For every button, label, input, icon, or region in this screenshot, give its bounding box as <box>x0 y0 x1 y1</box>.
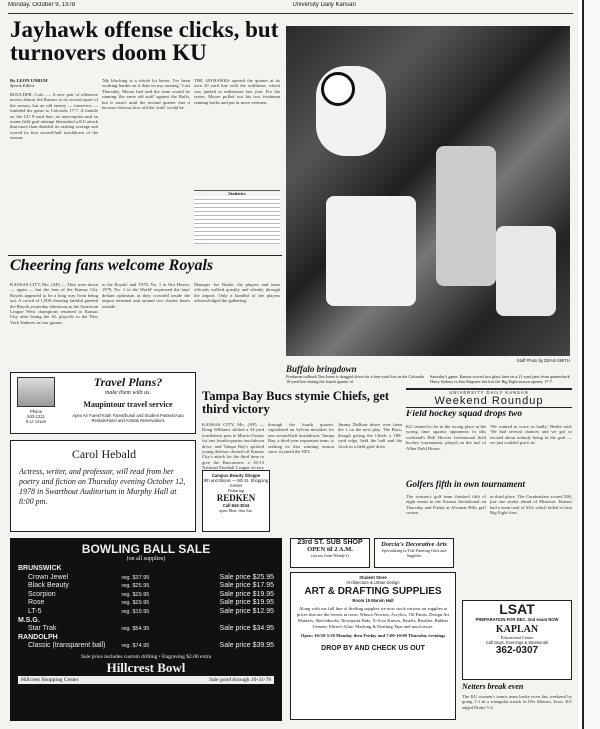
stats-box <box>194 190 280 250</box>
carol-ad <box>10 440 196 532</box>
travel-logo-icon <box>17 377 55 407</box>
lsat-title: LSAT <box>499 601 535 617</box>
lead-byline: By LEON UNRUH <box>10 78 48 83</box>
art-store-label: Student Store <box>359 575 387 580</box>
travel-subtitle: make them with us. <box>105 390 151 396</box>
bowling-sale-price: Sale price $34.95 <box>219 625 275 633</box>
royals-text-col1: KANSAS CITY, Mo. (AP) — They were down — again — but the fans of the Kansas City Royals appeared to be a long way from being out. A crowd of 1,000 cheering faithful greeted the Royals yesterday afternoon as the American League West champions returned to Kansas City after losing the AL playoffs to the New York Yankees in four games. <box>10 282 98 325</box>
bowling-price-row <box>18 642 274 651</box>
royals-text-col3: Manager Joe Burke, the players and team officials walked quickly and silently through the airport. Only a handful of the players acknowledged the gathering. <box>194 282 280 304</box>
bowling-brand: BRUNSWICK <box>18 565 62 572</box>
carol-title: Carol Hebald <box>71 447 137 461</box>
art-hours: Open: 10:30-3:30 Monday thru Friday and 7:00-10:00 Thursday evenings <box>300 633 446 638</box>
travel-phone: 843-1211 <box>27 414 45 419</box>
folio-date: Monday, October 9, 1978 <box>8 2 76 8</box>
field-hockey-headline: Field hockey squad drops two <box>406 410 523 419</box>
travel-tagline: Apex Air Fares/Youth Fares/Eurail and Student Passes/Auto Rentals/Hotel and Amtrak Reservations <box>72 413 184 423</box>
sub-shop-hours: OPEN til 2 A.M. <box>307 546 353 553</box>
bowling-ad <box>10 538 282 721</box>
netters-text: The KU women's tennis team broke even this weekend by going 1-1 in a triangular match in Des Moines, Iowa. KU edged Drake 5-4. <box>462 694 572 710</box>
lead-text-col3: THE JAYHAWKS opened the quarter at its own 20 yard line with the wishbone, which was junked in midseason last year. For the series, Moore pulled out his two freshman running backs and put in more veterans. <box>194 78 280 105</box>
lsat-sub: PREPARATION FOR DEC. 2nd exam NOW <box>475 617 559 622</box>
stats-table <box>194 196 280 244</box>
bowling-regular-price: reg. $25.95 <box>121 583 150 590</box>
lead-headline: Jayhawk offense clicks, but turnovers doom KU <box>10 18 279 66</box>
bowling-valid-date: Sale good through 10-31-78 <box>209 676 271 683</box>
lsat-phone-label: Call Days, Evenings & Weekends <box>485 640 549 645</box>
bowling-ball-name: Classic (transparent ball) <box>28 642 106 650</box>
bowling-footnote: Sale price includes custom drilling • Engraving $2.00 extra <box>80 653 212 660</box>
field-hockey-text-col2: 'We wanted to score so badly,' Beebe said. 'We had several chances and we got so excited about nobody being in the goal — we just couldn't put it in.' <box>490 424 572 446</box>
golf-headline: Golfers fifth in own tournament <box>406 480 526 489</box>
folio-paper-name: University Daily Kansan <box>292 2 356 8</box>
football-photo <box>286 26 570 356</box>
redken-shop-name: Campus Beauty Shoppe <box>211 473 261 478</box>
bowling-ball-name: LT-5 <box>28 607 42 615</box>
bowling-brand: M.S.G. <box>18 616 40 624</box>
bowling-regular-price: reg. $37.95 <box>121 574 150 581</box>
bowling-regular-price: reg. $29.95 <box>121 600 150 607</box>
redken-ad <box>202 470 270 532</box>
netters-headline: Netters break even <box>462 683 524 691</box>
art-call-to-action: DROP BY AND CHECK US OUT <box>321 645 425 652</box>
bowling-ball-name: Rose <box>28 599 45 607</box>
redken-featuring: Featuring <box>227 488 245 493</box>
bowling-price-row <box>18 608 274 617</box>
bowling-price-row <box>18 582 274 591</box>
weekend-masthead-top: UNIVERSITY DAILY KANSAN <box>449 390 529 395</box>
bowling-ball-name: Crown Jewel <box>28 573 69 581</box>
decorator-name: Dorcia's Decorative Arts <box>381 541 447 548</box>
decorator-note: Specializing in Tole Painting Gifts and Supplies <box>381 548 447 558</box>
photo-caption-title: Buffalo bringdown <box>286 364 357 374</box>
lsat-ad <box>462 600 572 680</box>
lsat-phone: 362-0307 <box>495 645 539 656</box>
bowling-brand: RANDOLPH <box>18 633 58 641</box>
redken-brand: REDKEN <box>216 493 256 503</box>
lsat-brand: KAPLAN <box>495 624 539 635</box>
bowling-subtitle: (on all supplies) <box>126 556 166 562</box>
bowling-regular-price: reg. $74.95 <box>121 643 150 650</box>
bowling-regular-price: reg. $29.95 <box>121 591 150 598</box>
bowling-sale-price: Sale price $19.95 <box>219 590 275 598</box>
sub-shop-ad <box>290 538 370 568</box>
sub-shop-name: 23rd ST. SUB SHOP <box>297 539 363 546</box>
bowling-price-row <box>18 599 274 608</box>
bowling-price-list <box>18 565 274 651</box>
art-supplies-ad <box>290 572 456 720</box>
bucs-text-col1: KANSAS CITY, Mo. (AP) — Doug Williams shifted a 54-yard touchdown pass to Morris Owens for one fourth-quarter touchdown drive, and Tampa Bay's spirited young defense choked off Kansas City's attack for the third time to give the Buccaneers a 30-13 National Football League victory <box>202 422 264 471</box>
bucs-headline: Tampa Bay Bucs stymie Chiefs, get third victory <box>202 390 390 416</box>
bowling-sale-price: Sale price $39.95 <box>219 642 275 650</box>
bowling-sale-price: Sale price $12.95 <box>219 607 275 615</box>
bowling-ball-name: Scorpion <box>28 590 56 598</box>
weekend-masthead-title: Weekend Roundup <box>434 395 544 407</box>
weekend-masthead <box>406 388 572 408</box>
golf-text-col2: in third place. The Cornhuskers scored 590, just one stroke ahead of Missouri. Kansas had a team total of 634, which failed to beat Big Eight foes. <box>490 494 572 516</box>
lead-text-col2: 'My blocking is a whole lot better. I've been working harder on it than on my running.' Last Thursday, Moore had said the team would be running 'the same old stuff' against the Buffs, but it wasn't until the second quarter that it became obvious how old the 'stuff' would be. <box>102 78 190 111</box>
bowling-sale-price: Sale price $19.95 <box>219 599 275 607</box>
photo-credit: Staff Photo by DEAN SMITH <box>516 358 570 363</box>
bowling-price-row <box>18 574 274 583</box>
travel-title: Travel Plans? <box>93 375 163 389</box>
bowling-name: Hillcrest Bowl <box>106 659 186 675</box>
travel-ad <box>10 372 196 434</box>
bowling-sale-price: Sale price $17.95 <box>219 582 275 590</box>
lsat-center: Educational Center <box>500 635 534 640</box>
golf-text-col1: The women's golf team finished fifth of eight teams in the Kansas Invitational on Thursday and Friday at Alvamar Hills golf course. <box>406 494 486 516</box>
bowling-ball-name: Black Beauty <box>28 582 69 590</box>
bowling-regular-price: reg. $19.95 <box>121 608 150 615</box>
redken-address: 9th and Illinois — 9th St. Shopping Center <box>203 478 269 488</box>
lead-byline-role: Sports Editor <box>10 83 35 89</box>
travel-contact <box>15 409 57 427</box>
bowling-sale-price: Sale price $25.95 <box>219 573 275 581</box>
travel-phone-label: Phone <box>29 409 43 414</box>
bucs-text-col2: through the fourth quarter, capitalized on Sylvan mistakes for one second-half touchdown. Tampa Bay, a third-year expansion team, is seeking its first winning season since it joined the NFL. <box>268 422 334 455</box>
carol-text: Actress, writer, and professor, will read from her poetry and fiction on Thursday evening October 12, 1978 in Swarthout Auditorium in Murphy Hall at 8:00 pm. <box>19 467 186 506</box>
bowling-price-row <box>18 591 274 600</box>
photo-caption <box>286 364 570 386</box>
stats-title: Statistics <box>228 191 246 196</box>
royals-text-col2: to the Royals' and '1978, No. 1 in Our Hearts; 1979, No. 1 in the World' expressed the fans' defiant optimism as they crowded inside the airport terminal and around two charter buses outside. <box>102 282 190 309</box>
lead-text-col1: BOULDER, Colo. — A new pair of offensive moves almost led Kansas to its second upset of the season, but an old enemy — turnovers — fumbled the game to Colorado 17-7. A fumble on the CU 9-yard line, an interception and an errant field goal attempt blemished a KU attack that more than doubled its rushing average and scored its first second-half touchdown of the season. <box>10 92 98 141</box>
bowling-ball-name: Star Trak <box>28 625 57 633</box>
bowling-title: BOWLING BALL SALE <box>81 542 211 556</box>
art-room: Room 15 Marvin Hall <box>352 598 394 603</box>
bowling-location: Hillcrest Shopping Center <box>21 676 79 683</box>
art-store-dept: Architecture & Urban Design <box>346 580 400 585</box>
bowling-price-row <box>18 625 274 634</box>
photo-caption-left: Freshman tailback Tim Jones is dragged down for a four-yard loss in the Colorado 16-yard line during the fourth quarter of <box>286 374 424 384</box>
royals-headline: Cheering fans welcome Royals <box>10 258 214 274</box>
bowling-regular-price: reg. $54.95 <box>121 626 150 633</box>
bucs-text-col3: Jimmy DuBose drove over from the 1 on the next play. The Bucs, though giving the Chiefs a 188-yard edge, held the ball and the clock in a field goal drive. <box>338 422 402 449</box>
adjacent-page-edge <box>582 0 600 729</box>
field-hockey-text-col1: KU seemed to be in the wrong place at the wrong time against opponents in this weekend's Hall Hoover Invitational field hockey tournament, played on the turf of Allen Field House. <box>406 424 486 451</box>
lead-byline-block <box>10 78 98 90</box>
travel-brand: Maupintour travel service <box>83 400 173 409</box>
art-title: ART & DRAFTING SUPPLIES <box>304 586 442 597</box>
photo-caption-right: Saturday's game. Kansas scored two plays later on a 21-yard pass from quarterback Harry Sydney to Jim Wagoner but lost the Big Eight season opener, 17-7. <box>430 374 570 384</box>
sub-shop-note: (across from Wendy's) <box>311 553 349 558</box>
travel-location: K.U. Union <box>25 419 47 424</box>
art-description: Along with our full line of drafting supplies we now stock various art supplies at prices that are the lowest in town. Winsor Newton, Acrylics, Oil Paints, Design Art Markers, Sketchbooks, Newsprint Pads, X-Acto Knives, Pastels, Brushes, Rubber Cement, Elmer's Glue, Masking & Drafting Tape and much more. <box>296 606 450 629</box>
folio-bar <box>8 2 573 14</box>
redken-phone: Call 843-3034 <box>222 503 250 508</box>
redken-hours: open Mon. thru Sat. <box>219 508 253 513</box>
decorator-ad <box>374 538 454 568</box>
